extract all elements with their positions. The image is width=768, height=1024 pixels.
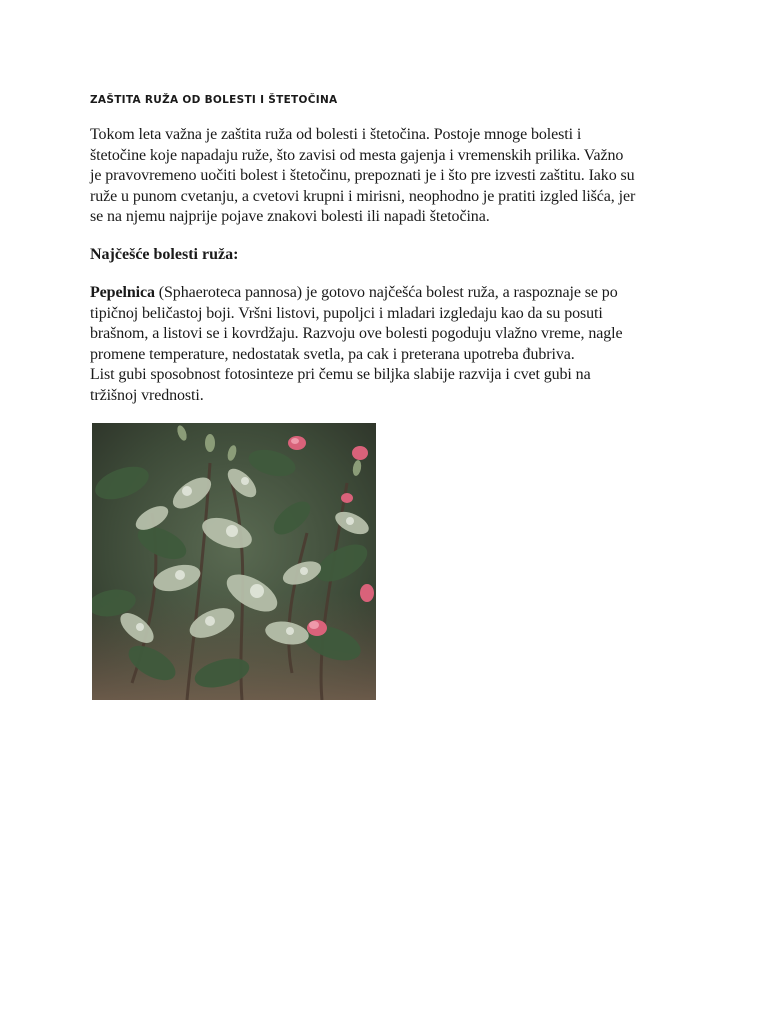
disease-term: Pepelnica: [90, 284, 155, 301]
intro-line: se na njemu najprije pojave znakovi bolesti ili napadi štetočina.: [90, 208, 490, 225]
disease-paragraph: [90, 283, 690, 406]
disease-line: tržišnoj vrednosti.: [90, 386, 204, 404]
intro-line: je pravovremeno uočiti bolest i štetočinu, prepoznati je i što pre izvesti zaštitu. Iako su: [90, 167, 635, 184]
intro-paragraph: [90, 125, 690, 228]
document-title: ZAŠTITA RUŽA OD BOLESTI I ŠTETOČINA: [90, 94, 338, 106]
disease-line: brašnom, a listovi se i kovrdžaju. Razvoju ove bolesti pogoduju vlažno vreme, nagle: [90, 325, 623, 342]
disease-line: tipičnoj beličastoj boji. Vršni listovi, pupoljci i mladari izgledaju kao da su posuti: [90, 304, 603, 322]
intro-line: Tokom leta važna je zaštita ruža od bolesti i štetočina. Postoje mnoge bolesti i: [90, 126, 582, 143]
disease-first-line-text: (Sphaeroteca pannosa) je gotovo najčešća bolest ruža, a raspoznaje se po: [154, 284, 618, 301]
powdery-mildew-photo: [92, 423, 376, 700]
disease-line: promene temperature, nedostatak svetla, pa cak i preterana upotreba đubriva.: [90, 345, 575, 363]
intro-line: ruže u punom cvetanju, a cvetovi krupni i mirisni, neophodno je pratiti izgled lišća, jer: [90, 187, 636, 205]
intro-line: štetočine koje napadaju ruže, što zavisi od mesta gajenja i vremenskih prilika. Važno: [90, 146, 624, 164]
section-subheading: Najčešće bolesti ruža:: [90, 246, 239, 263]
disease-first-line: [90, 283, 690, 304]
rose-leaves-image: [92, 423, 376, 700]
disease-line: List gubi sposobnost fotosinteze pri čemu se biljka slabije razvija i cvet gubi na: [90, 366, 591, 383]
